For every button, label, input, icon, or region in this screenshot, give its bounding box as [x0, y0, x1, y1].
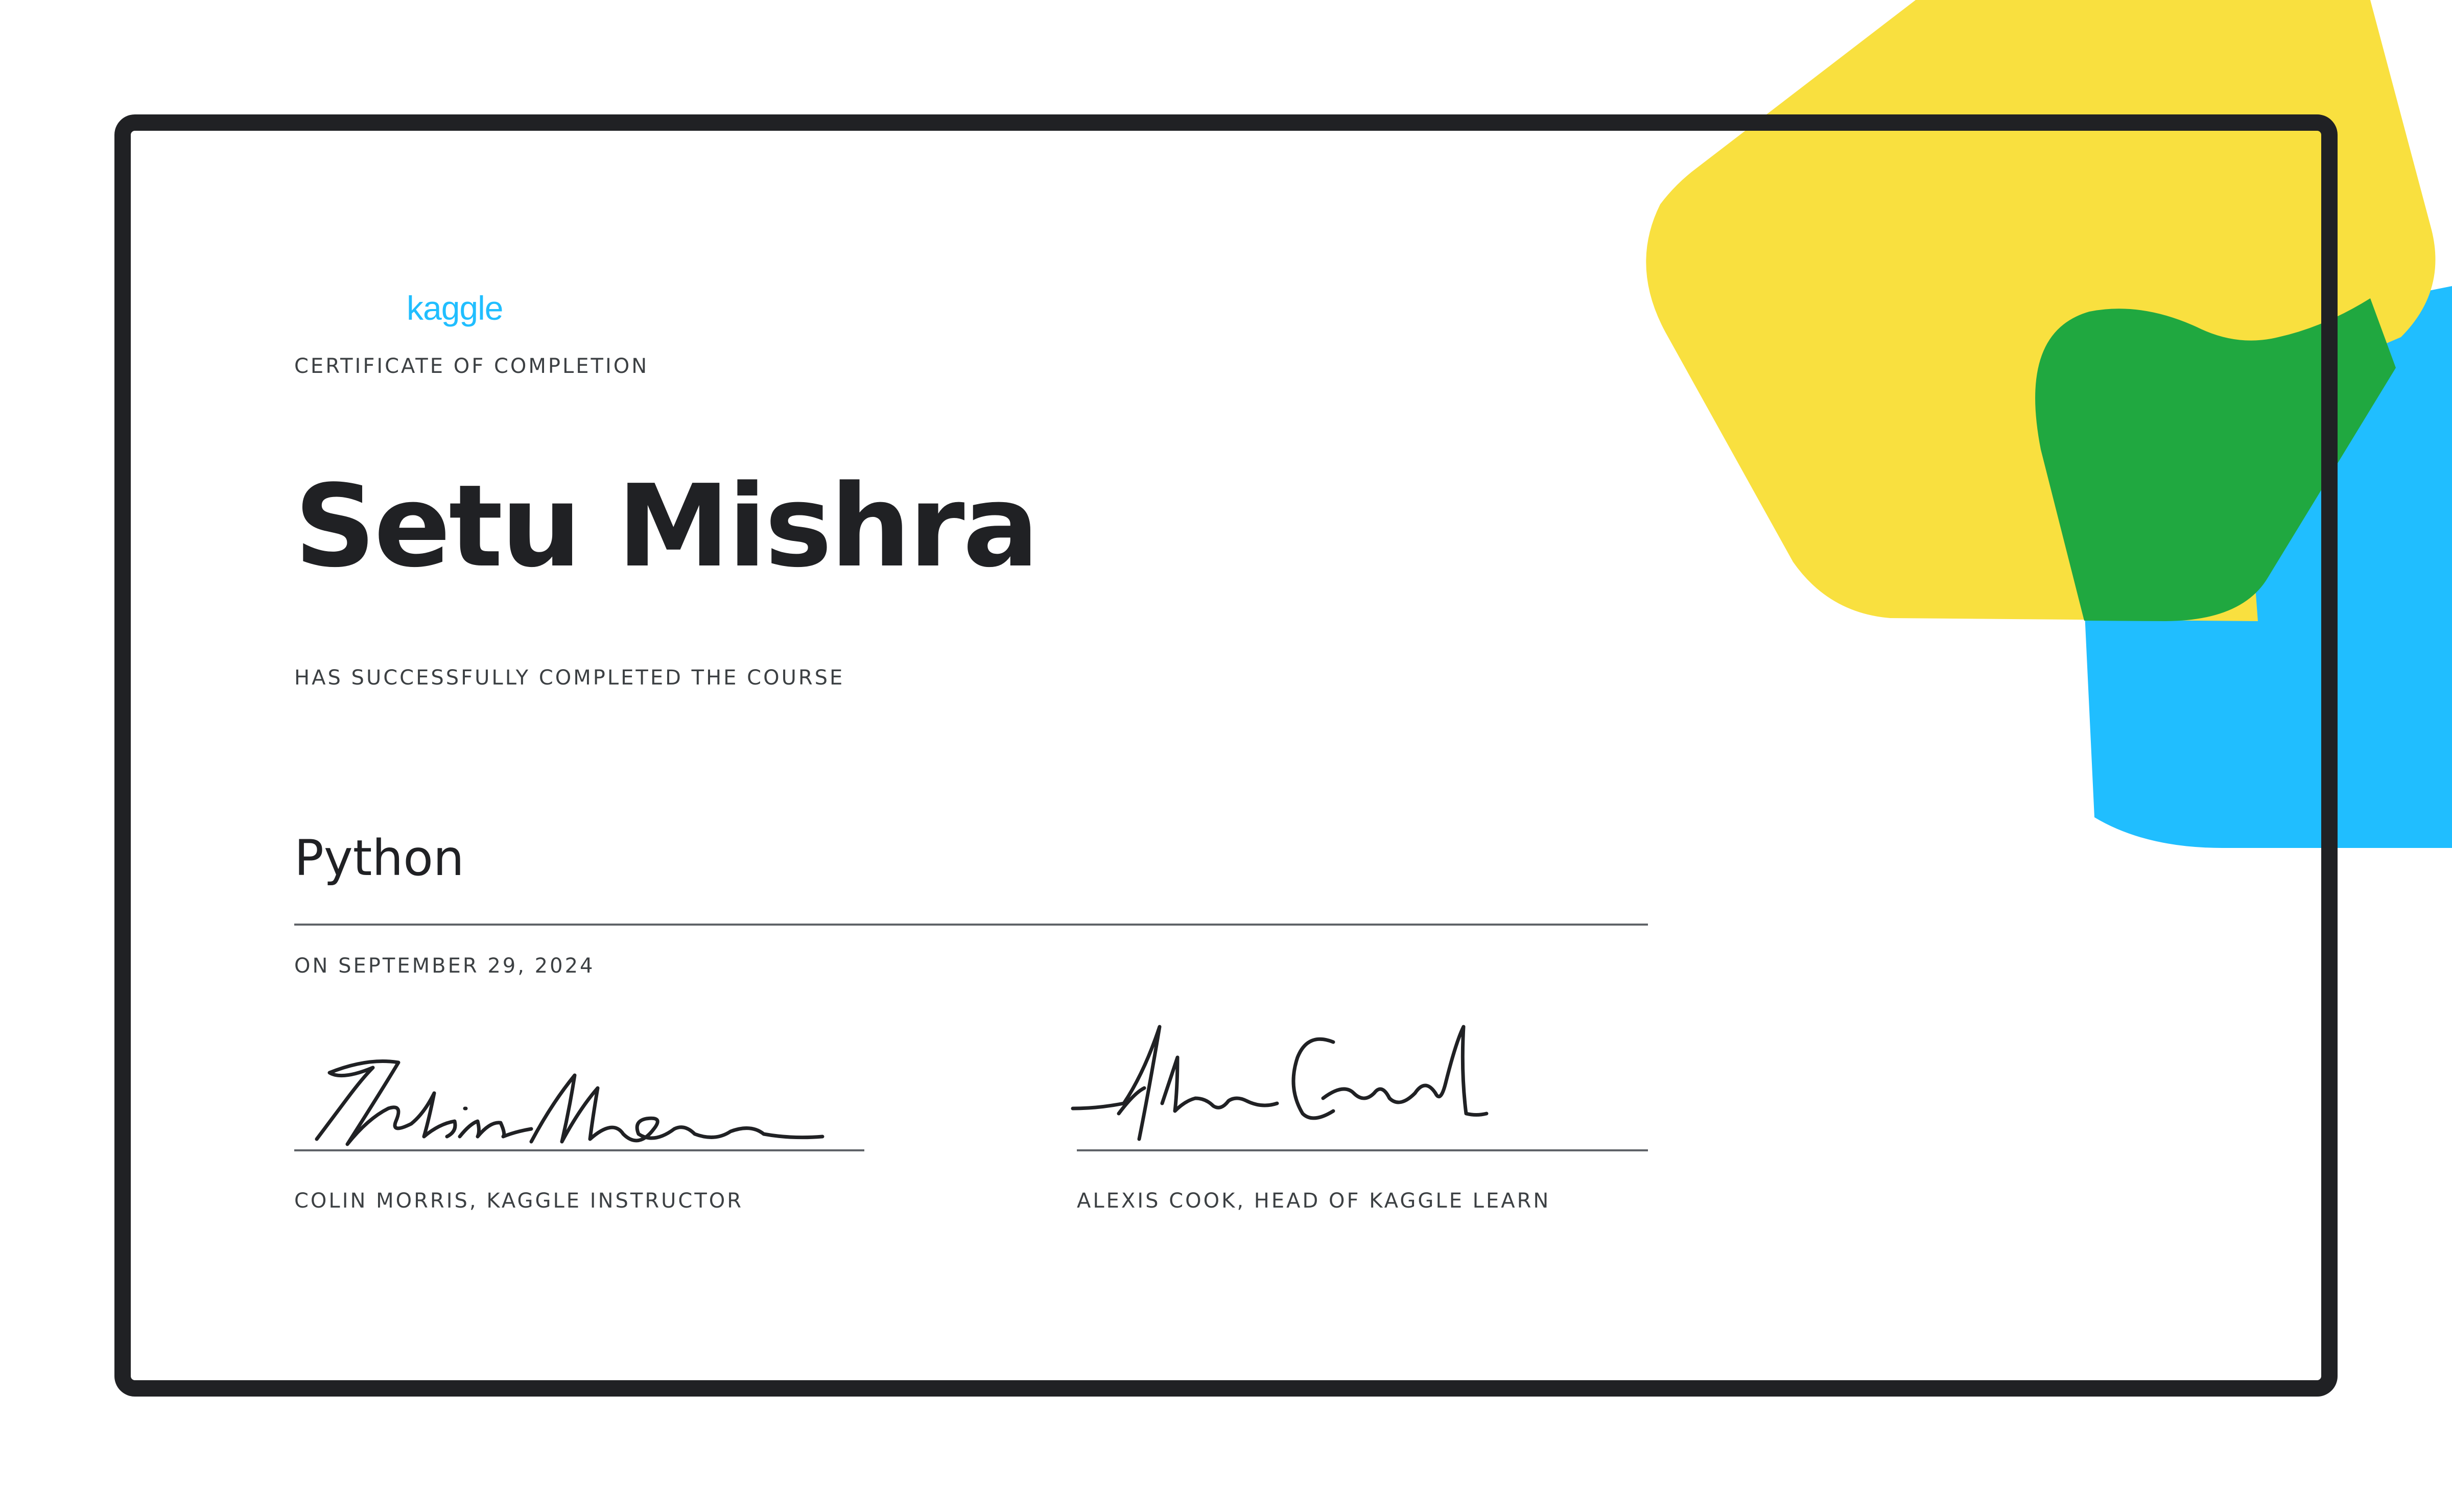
kaggle-logo — [294, 280, 503, 341]
signature-colin-morris — [286, 1032, 874, 1160]
course-name: Python — [294, 830, 464, 887]
signature-line-left — [294, 1149, 864, 1151]
completion-date: ON SEPTEMBER 29, 2024 — [294, 954, 595, 978]
brand-wordmark: kaggle — [407, 289, 503, 327]
recipient-name: Setu Mishra — [294, 461, 1038, 593]
signatory-left-title: COLIN MORRIS, KAGGLE INSTRUCTOR — [294, 1189, 744, 1213]
course-divider — [294, 924, 1648, 926]
signatory-right-title: ALEXIS COOK, HEAD OF KAGGLE LEARN — [1077, 1189, 1551, 1213]
certificate-title: CERTIFICATE OF COMPLETION — [294, 355, 649, 378]
signature-alexis-cook — [1068, 1011, 1553, 1160]
completion-statement: HAS SUCCESSFULLY COMPLETED THE COURSE — [294, 666, 845, 690]
signature-line-right — [1077, 1149, 1648, 1151]
